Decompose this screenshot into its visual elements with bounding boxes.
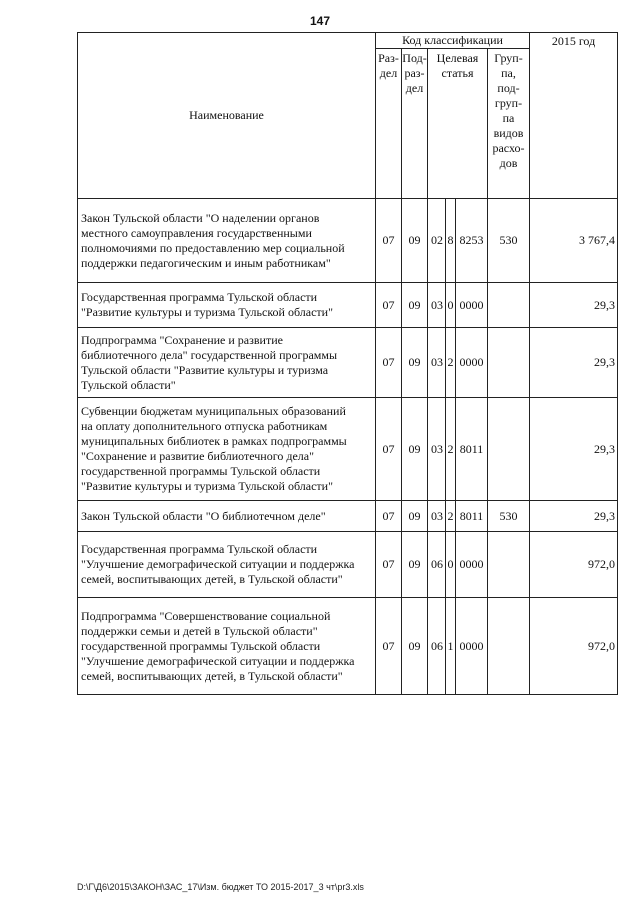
row-amount: 29,3 — [530, 283, 618, 328]
table-row — [78, 598, 618, 695]
row-target-subprogram: 8 — [446, 199, 456, 283]
row-name: Подпрограмма "Сохранение и развитие библиотечного дела" государственной программы Тульской области "Развитие культуры и туризма Тульской области" — [78, 328, 376, 398]
row-razdel: 07 — [376, 283, 402, 328]
row-podrazdel: 09 — [402, 501, 428, 532]
table-row — [78, 283, 618, 328]
row-amount: 29,3 — [530, 398, 618, 501]
page-number: 147 — [309, 14, 331, 28]
header-expense-group: Груп- па, под- груп- па видов расхо- дов — [488, 49, 530, 199]
row-target-program: 03 — [428, 328, 446, 398]
row-target-subprogram: 2 — [446, 501, 456, 532]
row-target-direction: 8011 — [456, 501, 488, 532]
row-expense-group — [488, 598, 530, 695]
header-podrazdel: Под- раз- дел — [402, 49, 428, 199]
row-target-subprogram: 0 — [446, 283, 456, 328]
row-target-program: 06 — [428, 532, 446, 598]
row-amount: 29,3 — [530, 328, 618, 398]
row-name: Государственная программа Тульской области "Улучшение демографической ситуации и поддержка семей, воспитывающих детей, в Тульской области" — [78, 532, 376, 598]
row-target-subprogram: 2 — [446, 398, 456, 501]
table-row — [78, 501, 618, 532]
footer-file-path: D:\Г\Д6\2015\ЗАКОН\ЗАС_17\Изм. бюджет ТО 2015-2017_3 чт\pr3.xls — [77, 882, 364, 892]
row-target-subprogram: 2 — [446, 328, 456, 398]
row-target-subprogram: 1 — [446, 598, 456, 695]
header-year: 2015 год — [530, 33, 618, 199]
row-podrazdel: 09 — [402, 532, 428, 598]
row-expense-group — [488, 532, 530, 598]
row-name: Закон Тульской области "О библиотечном деле" — [78, 501, 376, 532]
row-expense-group — [488, 283, 530, 328]
row-name: Государственная программа Тульской области "Развитие культуры и туризма Тульской области" — [78, 283, 376, 328]
row-amount: 972,0 — [530, 532, 618, 598]
table-row — [78, 199, 618, 283]
row-target-program: 06 — [428, 598, 446, 695]
row-razdel: 07 — [376, 328, 402, 398]
row-name: Субвенции бюджетам муниципальных образований на оплату дополнительного отпуска работникам муниципальных библиотек в рамках подпрограммы "Сохранение и развитие библиотечного дела" государственной программы Тульской области "Развитие культуры и туризма Тульской области" — [78, 398, 376, 501]
table-row — [78, 398, 618, 501]
row-target-subprogram: 0 — [446, 532, 456, 598]
row-name: Подпрограмма "Совершенствование социальной поддержки семьи и детей в Тульской области" государственной программы Тульской области "Улучшение демографической ситуации и поддержка семей, воспитывающих детей, в Тульской области" — [78, 598, 376, 695]
header-target-article: Целевая статья — [428, 49, 488, 199]
row-expense-group — [488, 328, 530, 398]
header-code-group: Код классификации — [376, 33, 530, 49]
row-target-program: 02 — [428, 199, 446, 283]
row-expense-group: 530 — [488, 501, 530, 532]
row-name: Закон Тульской области "О наделении органов местного самоуправления государственными полномочиями по предоставлению мер социальной поддержки педагогическим и иным работникам" — [78, 199, 376, 283]
row-target-direction: 0000 — [456, 532, 488, 598]
row-razdel: 07 — [376, 598, 402, 695]
table-row — [78, 532, 618, 598]
row-podrazdel: 09 — [402, 398, 428, 501]
header-razdel: Раз- дел — [376, 49, 402, 199]
row-expense-group: 530 — [488, 199, 530, 283]
row-target-direction: 0000 — [456, 283, 488, 328]
row-razdel: 07 — [376, 398, 402, 501]
row-expense-group — [488, 398, 530, 501]
row-target-direction: 0000 — [456, 328, 488, 398]
row-razdel: 07 — [376, 199, 402, 283]
row-target-direction: 8011 — [456, 398, 488, 501]
table-row — [78, 328, 618, 398]
row-target-program: 03 — [428, 501, 446, 532]
row-razdel: 07 — [376, 501, 402, 532]
row-amount: 972,0 — [530, 598, 618, 695]
header-name: Наименование — [78, 33, 376, 199]
row-amount: 3 767,4 — [530, 199, 618, 283]
budget-table — [77, 32, 618, 695]
row-podrazdel: 09 — [402, 199, 428, 283]
row-target-program: 03 — [428, 398, 446, 501]
row-podrazdel: 09 — [402, 598, 428, 695]
row-podrazdel: 09 — [402, 328, 428, 398]
row-target-program: 03 — [428, 283, 446, 328]
row-razdel: 07 — [376, 532, 402, 598]
row-target-direction: 0000 — [456, 598, 488, 695]
row-podrazdel: 09 — [402, 283, 428, 328]
row-target-direction: 8253 — [456, 199, 488, 283]
row-amount: 29,3 — [530, 501, 618, 532]
